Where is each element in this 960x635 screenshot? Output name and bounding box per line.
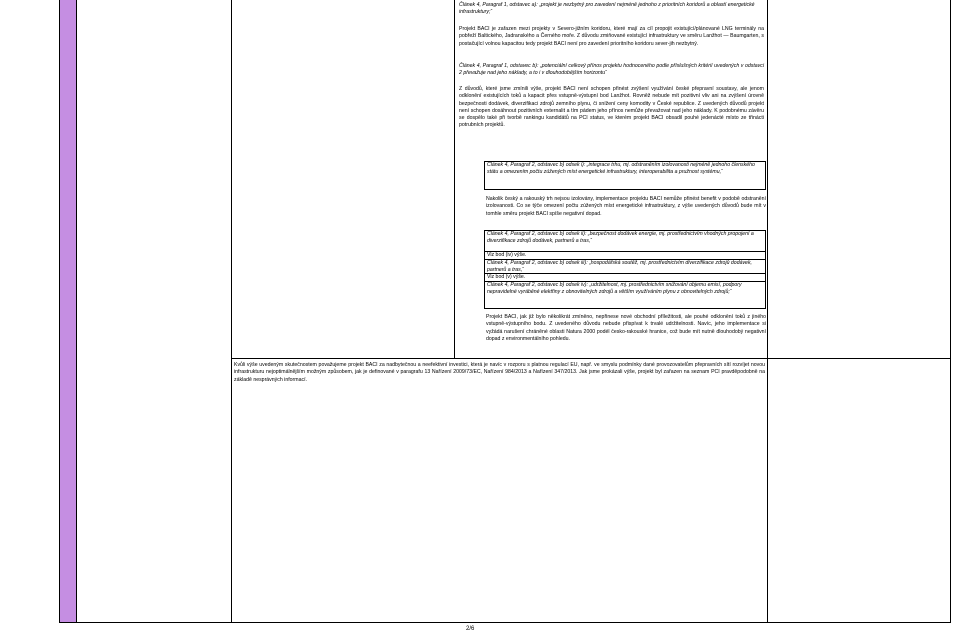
article-a-text: Projekt BACI je zařazen mezi projekty v Severo-jižním koridoru, které mají za cíl propojit existující/plánované LNG terminály na pobřeží Baltického, Jadranského a Černého moře. Z důvodu zmiňované existující infrastruktury ve směru Lanžhot — Baumgarten, s postačující volnou kapacitou tedy projekt BACI není pro zavedení prioritního koridoru sever-jih nezbytný. (459, 26, 764, 47)
table-left-border (59, 0, 60, 622)
row-divider (231, 358, 950, 359)
article-c-header: Článek 4, Paragraf 2, odstavec b) odsek i): „integrace trhu, mj. odstraněním izolovanosti nejméně jednoho členského státu a omezením počtu zúžených míst energetické infrastruktury, interoperabilita a pružnost systému,“ (484, 161, 766, 190)
purple-side-column (59, 0, 77, 622)
article-c-text: Nakolik český a rakouský trh nejsou izolovány, implementace projektu BACI nemůže přinést benefit v podobě odstranění izolovanosti. Co se týče omezení počtu zúžených míst energetické infrastruktury, z výše uvedených důvodů bude mít v tomhle směru projekt BACI spíše negativní dopad. (486, 196, 766, 217)
article-f-header: Článek 4, Paragraf 2, odstavec b) odsek iv): „udržitelnost, mj. prostřednictvím snižování objemu emisí, podpory nepravidelné vyráběné elektřiny z obnovitelných zdrojů a větším využíváním plynu z obnovitelných zdrojů;“ (484, 281, 766, 309)
article-b-text: Z důvodů, které jsme zmínili výše, projekt BACI není schopen přinést zvýšení využívání české přepravní soustavy, ale jenom odklonění existujících toků a kapacit přes vstupně-výstupní bod Lanžhot. Rovněž nebude mít pozitivní vliv ani na zvýšení úrovně bezpečnosti dodávek, diverzifikaci zdrojů zemního plynu, či snížení ceny komodity v České republice. Z uvedených důvodů projekt není schopen dosáhnout pozitivních externalit a tím pádem jeho přínos nemůže převažovat nad jeho náklady. K podobnému závěru se dospělo také při tvorbě rankingu kandidátů na PCI status, ve kterém projekt BACI obsadil pouhé jedenácté místo ze třinácti potrubních projektů. (459, 86, 764, 129)
column-divider (231, 0, 232, 622)
table-bottom-border (59, 622, 951, 623)
table-right-border (950, 0, 951, 622)
article-a-header: Článek 4, Paragraf 1, odstavec a): „projekt je nezbytný pro zavedení nejméně jednoho z prioritních koridorů a oblastí energetické infrastruktury;“ (459, 2, 755, 16)
article-e-header: Článek 4, Paragraf 2, odstavec b) odsek iii): „hospodářská soutěž, mj. prostřednictvím diverzifikace zdrojů dodávek, partnerů a tras,“ (484, 259, 766, 274)
column-divider (767, 0, 768, 622)
article-f-text: Projekt BACI, jak již bylo několikrát zmíněno, nepřinese nové obchodní příležitosti, ale pouhé odklonění toků z jiného vstupně-výstupního bodu. Z uvedeného důvodu nebude přispívat k trvalé udržitelnosti. Navíc, jeho implementace si vyžádá narušení chráněné oblasti Natura 2000 podél česko-rakouské hranice, což bude mít nutně dlouhodobý negativní dopad z environmentálního pohledu. (486, 314, 766, 342)
page-number: 2/6 (466, 626, 475, 632)
article-e-reference: Viz bod (v) výše. (484, 273, 766, 282)
article-d-reference: Viz bod (iv) výše. (484, 251, 766, 260)
article-b-header: Článek 4, Paragraf 1, odstavec b): „potenciální celkový přínos projektu hodnoceného podle příslušných kritérií uvedených v odstavci 2 převažuje nad jeho náklady, a to i v dlouhodobějším horizontu“ (459, 63, 764, 77)
conclusion-text: Kvůli výše uvedeným skutečnostem považujeme projekt BACI za nadbytečnou a neefektivní investici, která je navíc v rozporu s platnou regulací EU, např. ve smyslu podmínky dané provozovatelům přepravních sítí rozvíjet novou infrastrukturu nejoptimálnějším možným způsobem, jak je definované v paragrafu 13 Nařízení 2009/73/EC, Nařízení 984/2013 a Nařízení 347/2013. Jak jsme prokázali výše, projekt byl zařazen na seznam PCI pravděpodobně na základě nesprávných informací. (234, 362, 765, 383)
article-d-header: Článek 4, Paragraf 2, odstavec b) odsek ii): „bezpečnost dodávek energie, mj. prostřednictvím vhodných propojení a diverzifikace zdrojů dodávek, partnerů a tras,“ (484, 230, 766, 252)
column-divider (454, 0, 455, 358)
